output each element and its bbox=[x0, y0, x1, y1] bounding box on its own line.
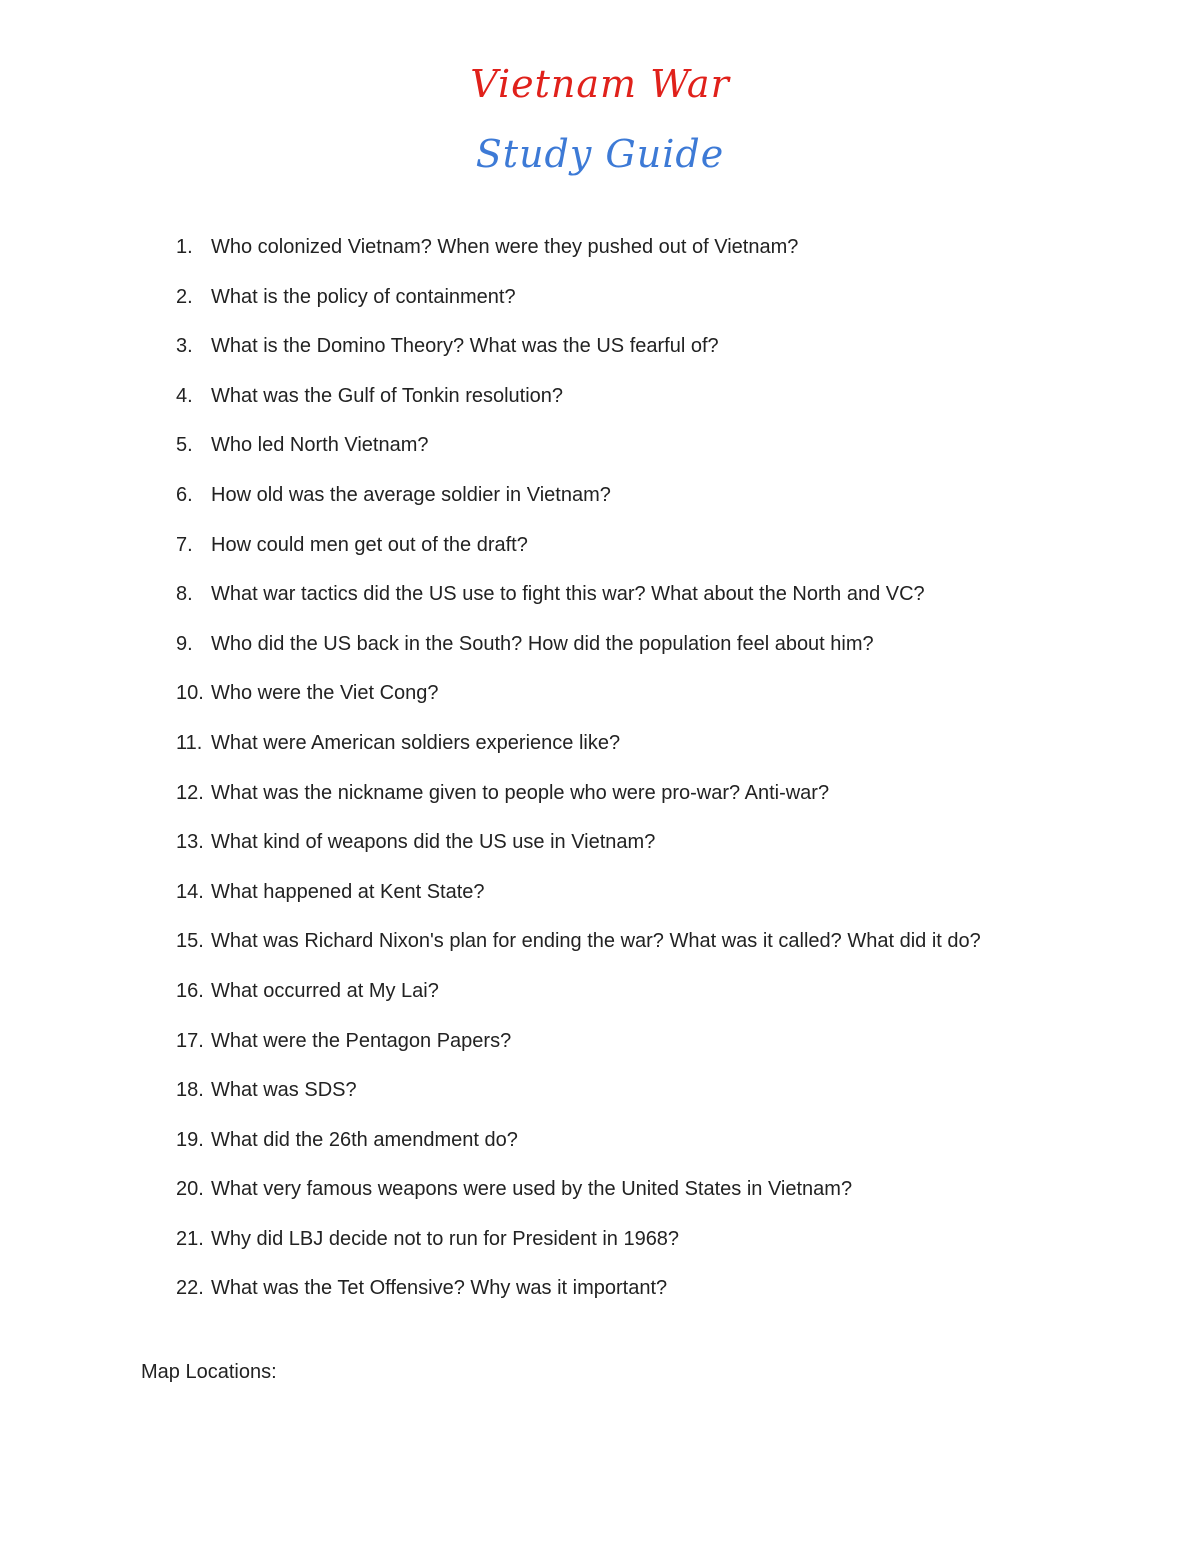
question-text: How old was the average soldier in Vietnam? bbox=[211, 483, 611, 506]
question-item bbox=[176, 930, 981, 980]
question-number: 15. bbox=[176, 930, 204, 953]
question-item bbox=[176, 1277, 981, 1327]
question-number: 10. bbox=[176, 682, 204, 705]
question-number: 17. bbox=[176, 1029, 204, 1052]
question-text: What was the nickname given to people who were pro-war? Anti-war? bbox=[211, 781, 830, 804]
question-number: 4. bbox=[176, 384, 193, 407]
question-text: What was SDS? bbox=[211, 1079, 357, 1102]
question-number: 1. bbox=[176, 236, 193, 258]
question-number: 19. bbox=[176, 1128, 204, 1151]
question-item bbox=[176, 286, 981, 336]
question-item bbox=[176, 236, 981, 286]
question-number: 6. bbox=[176, 483, 193, 506]
question-text: Who led North Vietnam? bbox=[211, 434, 429, 457]
question-item bbox=[176, 434, 981, 484]
question-text: What was Richard Nixon's plan for ending the war? What was it called? What did it do? bbox=[211, 930, 981, 953]
question-item bbox=[176, 732, 981, 782]
question-text: What kind of weapons did the US use in Vietnam? bbox=[211, 831, 656, 854]
question-item bbox=[176, 1030, 981, 1080]
question-number: 16. bbox=[176, 979, 204, 1002]
question-item bbox=[176, 980, 981, 1030]
question-number: 7. bbox=[176, 533, 193, 556]
question-text: Who did the US back in the South? How did the population feel about him? bbox=[211, 632, 874, 655]
question-item bbox=[176, 1079, 981, 1129]
question-text: Who were the Viet Cong? bbox=[211, 682, 439, 705]
question-item bbox=[176, 831, 981, 881]
question-text: What happened at Kent State? bbox=[211, 880, 485, 903]
question-text: Why did LBJ decide not to run for President in 1968? bbox=[211, 1227, 680, 1250]
question-text: What war tactics did the US use to fight this war? What about the North and VC? bbox=[211, 583, 925, 606]
question-number: 21. bbox=[176, 1227, 204, 1250]
question-item bbox=[176, 1129, 981, 1179]
question-text: What were the Pentagon Papers? bbox=[211, 1029, 512, 1052]
question-item bbox=[176, 682, 981, 732]
page-subtitle: Study Guide bbox=[475, 132, 725, 176]
map-locations-label: Map Locations: bbox=[141, 1361, 277, 1383]
question-list bbox=[176, 236, 981, 1327]
question-number: 3. bbox=[176, 335, 193, 358]
question-item bbox=[176, 881, 981, 931]
question-text: What were American soldiers experience like? bbox=[211, 731, 621, 754]
question-number: 9. bbox=[176, 632, 193, 655]
question-number: 5. bbox=[176, 434, 193, 457]
question-item bbox=[176, 1228, 981, 1278]
question-number: 12. bbox=[176, 781, 204, 804]
question-number: 11. bbox=[176, 731, 203, 754]
question-text: What was the Tet Offensive? Why was it important? bbox=[211, 1277, 668, 1300]
question-number: 14. bbox=[176, 880, 204, 903]
question-number: 2. bbox=[176, 285, 193, 308]
question-text: What is the policy of containment? bbox=[211, 285, 516, 308]
question-number: 18. bbox=[176, 1079, 204, 1102]
question-number: 22. bbox=[176, 1277, 204, 1300]
question-item bbox=[176, 583, 981, 633]
question-number: 20. bbox=[176, 1178, 204, 1201]
question-text: What did the 26th amendment do? bbox=[211, 1128, 518, 1151]
question-item bbox=[176, 1178, 981, 1228]
question-text: What was the Gulf of Tonkin resolution? bbox=[211, 384, 564, 407]
question-item bbox=[176, 534, 981, 584]
page-title: Vietnam War bbox=[470, 62, 730, 106]
question-item bbox=[176, 782, 981, 832]
question-text: How could men get out of the draft? bbox=[211, 533, 528, 556]
question-text: What is the Domino Theory? What was the US fearful of? bbox=[211, 335, 719, 358]
question-item bbox=[176, 385, 981, 435]
question-number: 8. bbox=[176, 583, 193, 606]
question-text: What very famous weapons were used by the United States in Vietnam? bbox=[211, 1178, 853, 1201]
question-number: 13. bbox=[176, 831, 204, 854]
question-item bbox=[176, 335, 981, 385]
question-text: What occurred at My Lai? bbox=[211, 979, 439, 1002]
question-item bbox=[176, 484, 981, 534]
question-item bbox=[176, 633, 981, 683]
question-text: Who colonized Vietnam? When were they pushed out of Vietnam? bbox=[211, 236, 799, 258]
